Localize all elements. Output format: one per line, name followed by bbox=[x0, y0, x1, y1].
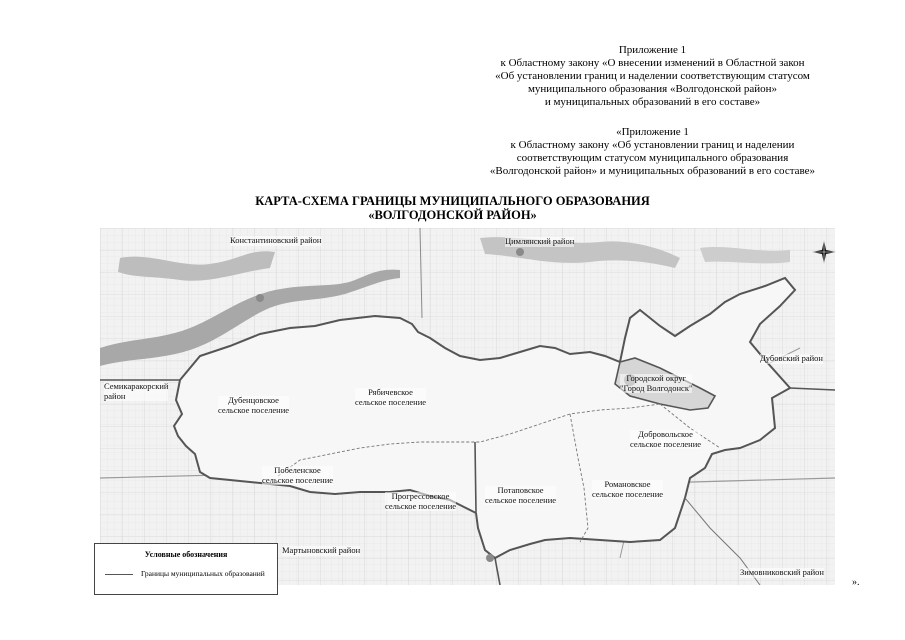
label-zimovnikovsky: Зимовниковский район bbox=[740, 567, 824, 577]
town-marker bbox=[256, 294, 264, 302]
legend-boundary-symbol bbox=[105, 574, 133, 575]
town-marker bbox=[516, 248, 524, 256]
header-line: к Областному закону «Об установлении границ и наделении bbox=[510, 139, 795, 151]
header-line: муниципального образования «Волгодонской район» bbox=[527, 83, 778, 95]
label-tsimlyansky: Цимлянский район bbox=[505, 236, 575, 246]
header-line: и муниципальных образований в его составе» bbox=[544, 96, 761, 108]
header-line: «Об установлении границ и наделении соответствующим статусом bbox=[495, 70, 810, 82]
label-romanovskoe: Романовское сельское поселение bbox=[592, 479, 664, 499]
header-line: «Волгодонской район» и муниципальных образований в его составе» bbox=[489, 165, 816, 177]
closing-quote: ». bbox=[852, 577, 860, 588]
header-line: «Приложение 1 bbox=[616, 126, 689, 138]
legend bbox=[94, 543, 278, 595]
header-line: Приложение 1 bbox=[618, 44, 687, 56]
label-progressovskoe: Прогрессовское сельское поселение bbox=[385, 491, 457, 511]
label-volgodonsk: Городской округ "Город Волгодонск" bbox=[620, 373, 693, 393]
header-line: к Областному закону «О внесении изменений в Областной закон bbox=[500, 57, 805, 69]
settlement-boundary bbox=[475, 442, 476, 512]
legend-title: Условные обозначения bbox=[144, 550, 228, 559]
map-graphic bbox=[100, 228, 835, 585]
header-line: соответствующим статусом муниципального образования bbox=[516, 152, 789, 164]
label-ryabichevskoe: Рябичевское сельское поселение bbox=[355, 387, 427, 407]
district-map bbox=[100, 228, 835, 585]
appendix-header-quoted bbox=[440, 126, 865, 178]
label-dobrovolskoe: Добровольское сельское поселение bbox=[630, 429, 702, 449]
label-martynovsky: Мартыновский район bbox=[282, 545, 361, 555]
label-dubovsky: Дубовский район bbox=[760, 353, 823, 363]
label-semikarakorsky: Семикаракорский район bbox=[104, 381, 169, 401]
label-pobedenskoe: Побеленское сельское поселение bbox=[262, 465, 334, 485]
map-title-line2: «ВОЛГОДОНСКОЙ РАЙОН» bbox=[368, 208, 537, 222]
map-title bbox=[150, 194, 755, 222]
legend-item-label: Границы муниципальных образований bbox=[141, 569, 265, 578]
label-potapovskoe: Потаповское сельское поселение bbox=[485, 485, 557, 505]
label-konstantinovsky: Константиновский район bbox=[230, 235, 322, 245]
map-title-line1: КАРТА-СХЕМА ГРАНИЦЫ МУНИЦИПАЛЬНОГО ОБРАЗОВАНИЯ bbox=[255, 194, 650, 208]
label-dubentsovskoe: Дубенцовское сельское поселение bbox=[218, 395, 290, 415]
town-marker bbox=[486, 554, 494, 562]
appendix-header bbox=[440, 44, 865, 109]
north-arrow-icon bbox=[812, 240, 836, 264]
